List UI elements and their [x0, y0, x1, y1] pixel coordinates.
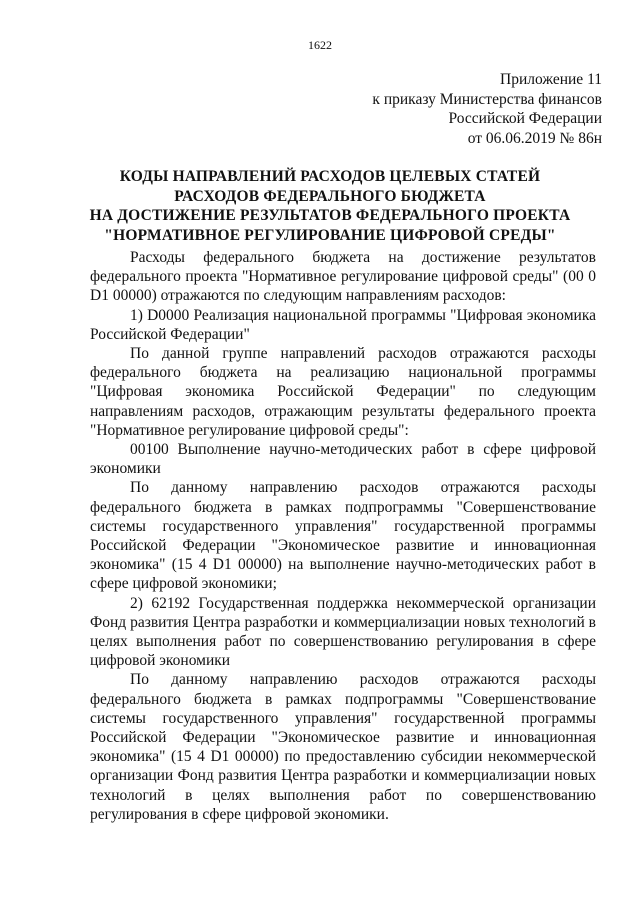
appendix-header — [372, 70, 602, 148]
paragraph-5: По данному направлению расходов отражаются расходы федерального бюджета в рамках подпрограммы "Совершенствование системы государственного управления" государственной программы Российской Федерации "Экономическое развитие и инновационная экономика" (15 4 D1 00000) на выполнение научно-методических работ в сфере цифровой экономики; — [90, 479, 596, 593]
title-line-4: "НОРМАТИВНОЕ РЕГУЛИРОВАНИЕ ЦИФРОВОЙ СРЕДЫ" — [104, 226, 556, 244]
page-number: 1622 — [308, 38, 332, 52]
paragraph-7: По данному направлению расходов отражаются расходы федерального бюджета в рамках подпрограммы "Совершенствование системы государственного управления" государственной программы Российской Федерации "Экономическое развитие и инновационная экономика" (15 4 D1 00000) по предоставлению субсидии некоммерческой организации Фонд развития Центра разработки и коммерциализации новых технологий в целях выполнения работ по совершенствованию регулирования в сфере цифровой экономики. — [90, 671, 596, 823]
title-line-3: НА ДОСТИЖЕНИЕ РЕЗУЛЬТАТОВ ФЕДЕРАЛЬНОГО ПРОЕКТА — [89, 207, 571, 224]
document-title — [60, 167, 600, 245]
appendix-line-4: от 06.06.2019 № 86н — [467, 129, 602, 147]
title-line-2: РАСХОДОВ ФЕДЕРАЛЬНОГО БЮДЖЕТА — [174, 187, 486, 205]
paragraph-3: По данной группе направлений расходов отражаются расходы федерального бюджета на реализацию национальной программы "Цифровая экономика Российской Федерации" по следующим направлениям расходов, отражающим результаты федерального проекта "Нормативное регулирование цифровой среды": — [90, 345, 596, 439]
appendix-line-3: Российской Федерации — [448, 110, 602, 127]
paragraph-6: 2) 62192 Государственная поддержка некоммерческой организации Фонд развития Центра разработки и коммерциализации новых технологий в целях выполнения работ по совершенствованию регулирования в сфере цифровой экономики — [90, 594, 596, 670]
paragraph-1: Расходы федерального бюджета на достижение результатов федерального проекта "Нормативное регулирование цифровой среды" (00 0 D1 00000) отражаются по следующим направлениям расходов: — [90, 249, 596, 305]
appendix-line-2: к приказу Министерства финансов — [372, 90, 602, 108]
appendix-line-1: Приложение 11 — [500, 71, 602, 88]
title-line-1: КОДЫ НАПРАВЛЕНИЙ РАСХОДОВ ЦЕЛЕВЫХ СТАТЕЙ — [119, 168, 541, 185]
document-body — [90, 248, 596, 824]
paragraph-4: 00100 Выполнение научно-методических работ в сфере цифровой экономики — [90, 441, 596, 478]
paragraph-2: 1) D0000 Реализация национальной программы "Цифровая экономика Российской Федерации" — [90, 306, 596, 343]
